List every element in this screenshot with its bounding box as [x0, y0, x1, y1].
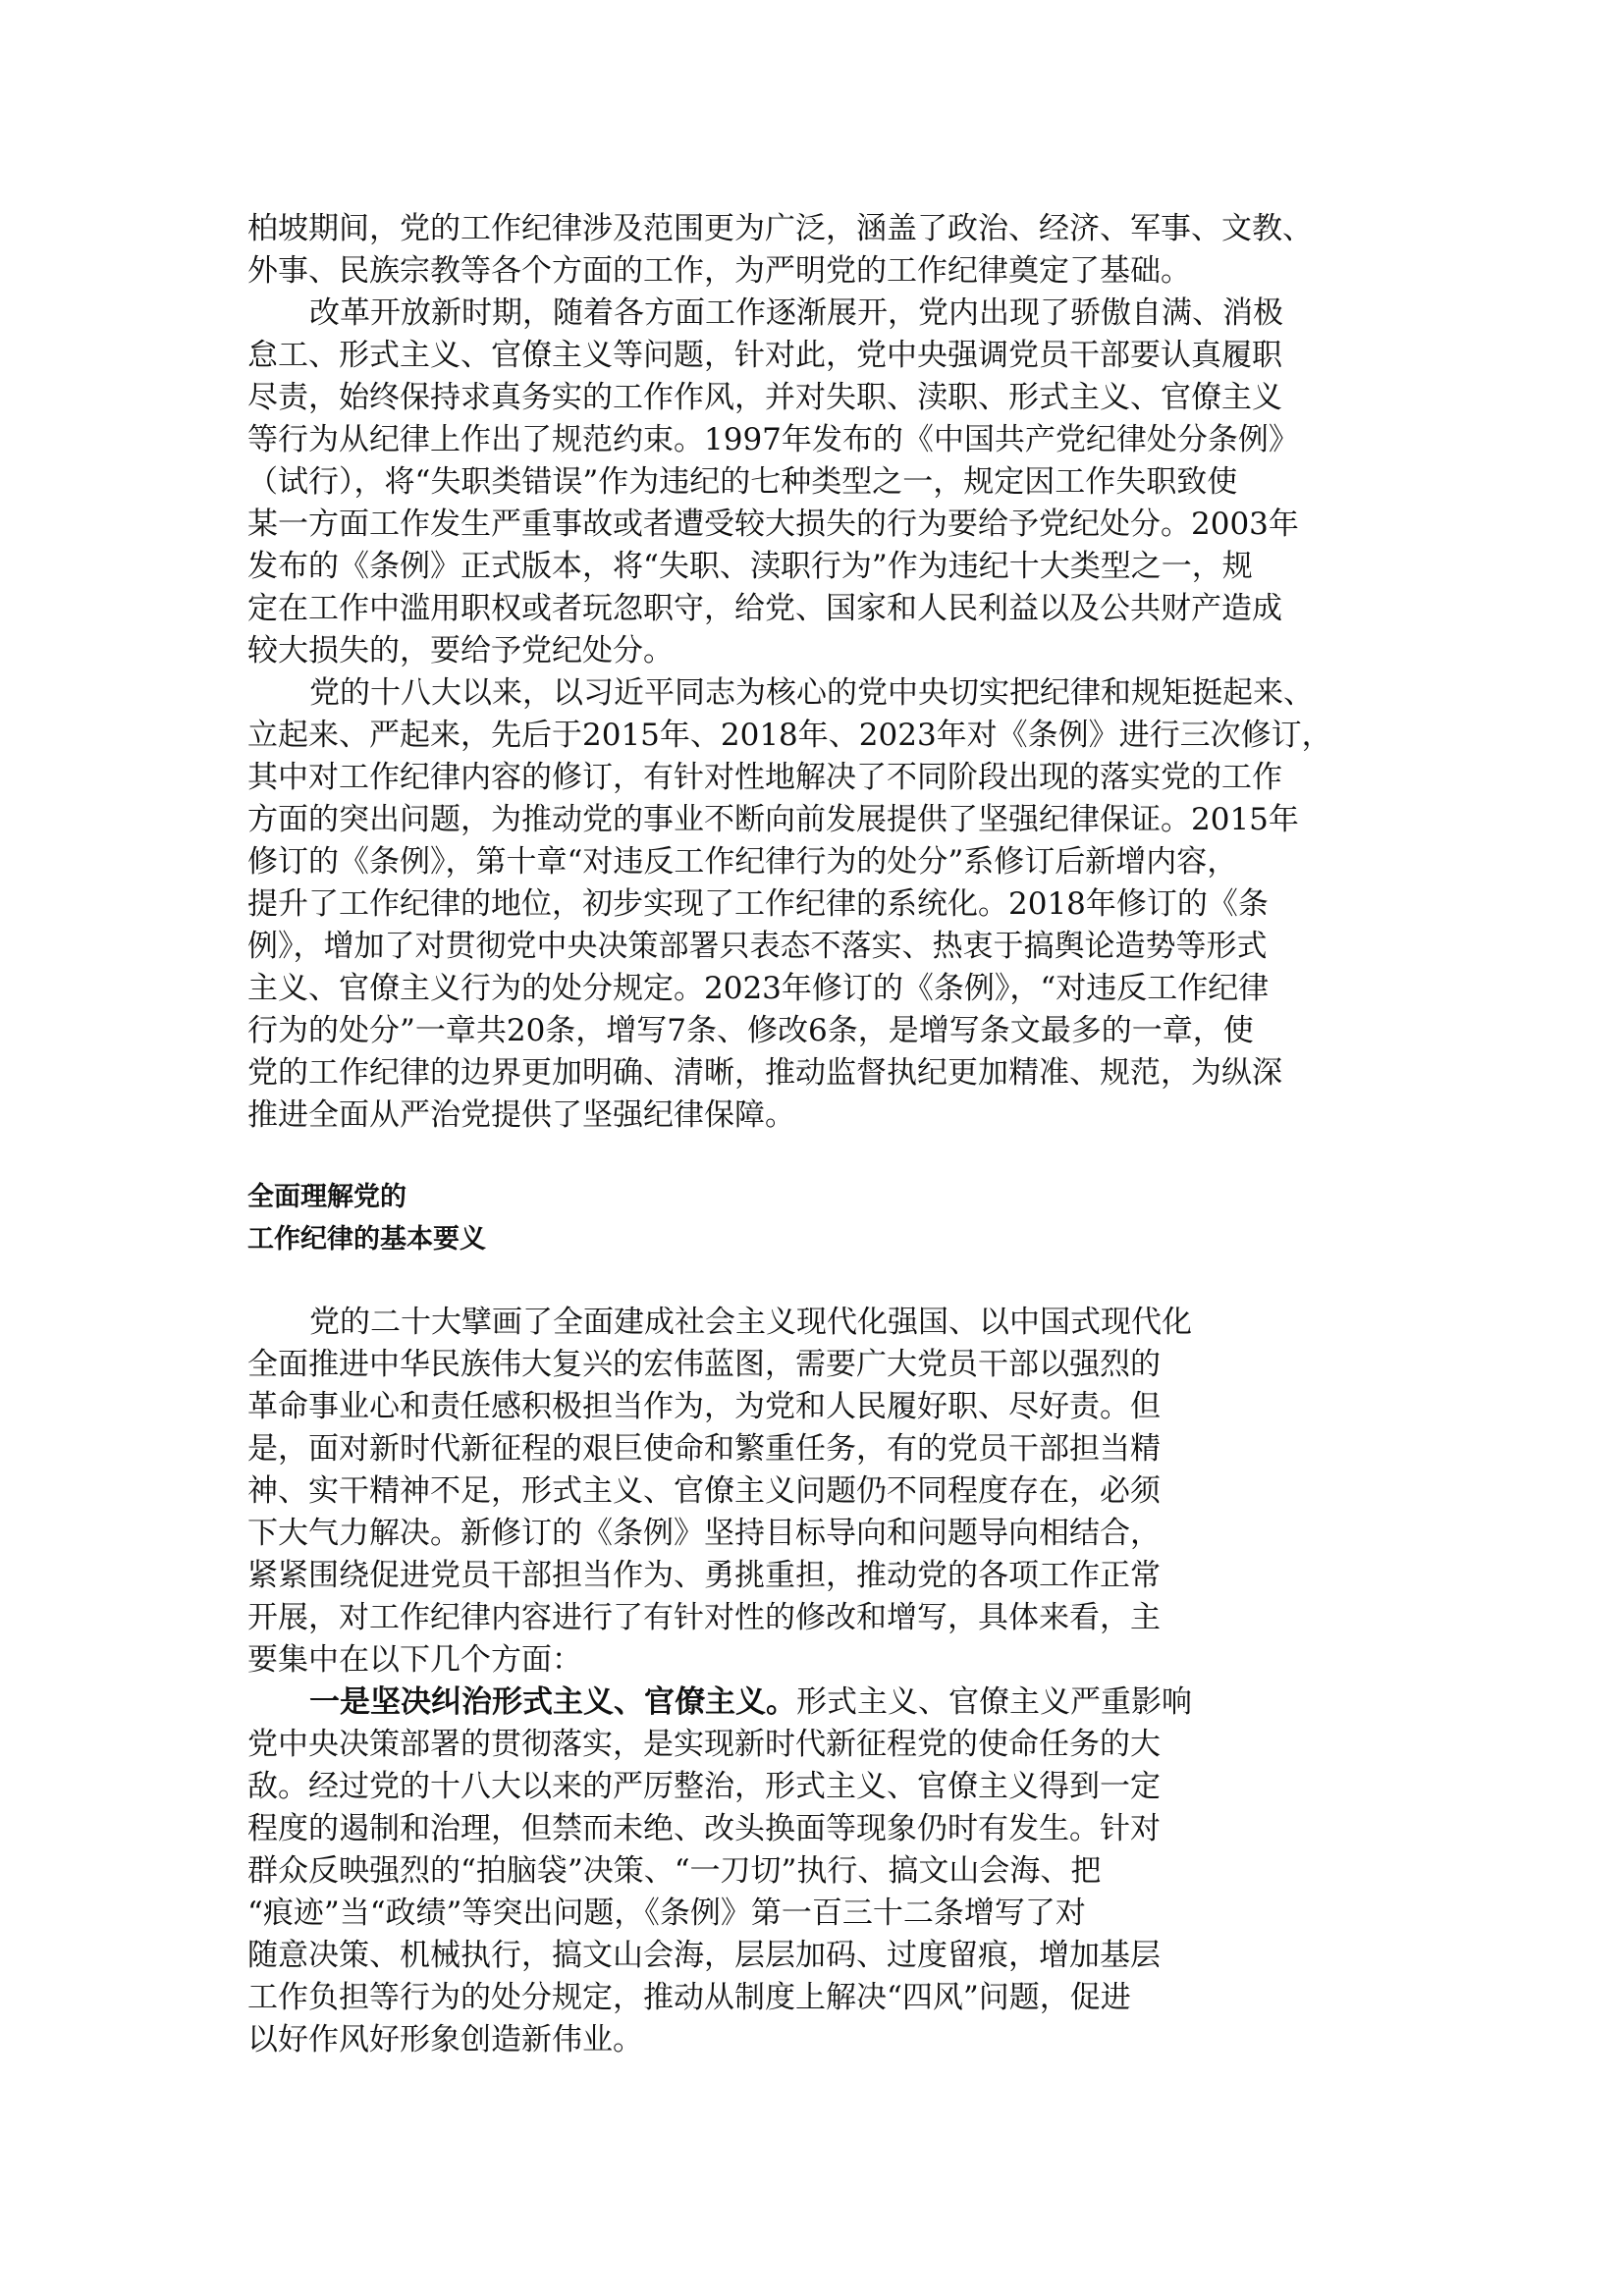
- paragraph-line: 党中央决策部署的贯彻落实，是实现新时代新征程党的使命任务的大: [247, 1727, 1161, 1762]
- point-one-lead: 一是坚决纠治形式主义、官僚主义。: [309, 1684, 796, 1720]
- spacer: [247, 1260, 1386, 1302]
- paragraph-point-one: [247, 1682, 1386, 2061]
- paragraph-line: 方面的突出问题，为推动党的事业不断向前发展提供了坚强纪律保证。2015年: [247, 802, 1299, 837]
- paragraph-line: （试行），将“失职类错误”作为违纪的七种类型之一，规定因工作失职致使: [247, 464, 1238, 500]
- paragraph-line: 群众反映强烈的“拍脑袋”决策、“一刀切”执行、搞文山会海、把: [247, 1853, 1102, 1889]
- paragraph-line: 紧紧围绕促进党员干部担当作为、勇挑重担，推动党的各项工作正常: [247, 1558, 1161, 1593]
- paragraph-line: 定在工作中滥用职权或者玩忽职守，给党、国家和人民利益以及公共财产造成: [247, 591, 1282, 626]
- paragraph: [247, 672, 1386, 1137]
- paragraph-line: 改革开放新时期，随着各方面工作逐渐展开，党内出现了骄傲自满、消极: [309, 295, 1283, 331]
- paragraph-line: 怠工、形式主义、官僚主义等问题，针对此，党中央强调党员干部要认真履职: [247, 338, 1282, 373]
- paragraph-line: 全面推进中华民族伟大复兴的宏伟蓝图，需要广大党员干部以强烈的: [247, 1347, 1161, 1382]
- paragraph-line: 党的十八大以来，以习近平同志为核心的党中央切实把纪律和规矩挺起来、: [309, 675, 1314, 711]
- section-heading: [247, 1176, 1386, 1260]
- paragraph-line: 外事、民族宗教等各个方面的工作，为严明党的工作纪律奠定了基础。: [247, 253, 1191, 289]
- point-one-first-line: 形式主义、官僚主义严重影响: [796, 1684, 1192, 1720]
- section-heading-line-2: 工作纪律的基本要义: [247, 1224, 486, 1255]
- paragraph-line: 神、实干精神不足，形式主义、官僚主义问题仍不同程度存在，必须: [247, 1473, 1161, 1509]
- section-requirements: [247, 1302, 1386, 1682]
- paragraph-line: 例》，增加了对贯彻党中央决策部署只表态不落实、热衷于搞舆论造势等形式: [247, 929, 1268, 964]
- paragraph: [247, 208, 1386, 293]
- paragraph-line: 开展，对工作纪律内容进行了有针对性的修改和增写，具体来看，主: [247, 1600, 1161, 1635]
- paragraph-line: 下大气力解决。新修订的《条例》坚持目标导向和问题导向相结合，: [247, 1516, 1161, 1551]
- paragraph-line: 程度的遏制和治理，但禁而未绝、改头换面等现象仍时有发生。针对: [247, 1811, 1161, 1846]
- paragraph-line: 是，面对新时代新征程的艰巨使命和繁重任务，有的党员干部担当精: [247, 1431, 1161, 1467]
- paragraph-line: 推进全面从严治党提供了坚强纪律保障。: [247, 1097, 795, 1133]
- paragraph-line: 立起来、严起来，先后于2015年、2018年、2023年对《条例》进行三次修订，: [247, 718, 1332, 753]
- section-heading-line-1: 全面理解党的: [247, 1182, 406, 1212]
- paragraph-line: 某一方面工作发生严重事故或者遭受较大损失的行为要给予党纪处分。2003年: [247, 507, 1299, 542]
- paragraph: [247, 1302, 1386, 1682]
- paragraph-line: 较大损失的，要给予党纪处分。: [247, 633, 674, 668]
- section-history: [247, 208, 1386, 1137]
- paragraph-line: 要集中在以下几个方面：: [247, 1642, 582, 1678]
- paragraph-line: 其中对工作纪律内容的修订，有针对性地解决了不同阶段出现的落实党的工作: [247, 760, 1282, 795]
- paragraph-line: 提升了工作纪律的地位，初步实现了工作纪律的系统化。2018年修订的《条: [247, 886, 1269, 922]
- paragraph-line: 敌。经过党的十八大以来的严厉整治，形式主义、官僚主义得到一定: [247, 1769, 1161, 1804]
- paragraph-line: 行为的处分”一章共20条，增写7条、修改6条，是增写条文最多的一章，使: [247, 1013, 1254, 1048]
- paragraph-line: 以好作风好形象创造新伟业。: [247, 2022, 643, 2057]
- paragraph-line: 主义、官僚主义行为的处分规定。2023年修订的《条例》，“对违反工作纪律: [247, 971, 1270, 1006]
- paragraph-line: 党的工作纪律的边界更加明确、清晰，推动监督执纪更加精准、规范，为纵深: [247, 1055, 1282, 1091]
- document-page: [247, 208, 1386, 2061]
- paragraph: [247, 293, 1386, 672]
- paragraph-line: 修订的《条例》，第十章“对违反工作纪律行为的处分”系修订后新增内容，: [247, 844, 1238, 880]
- paragraph-line: 柏坡期间，党的工作纪律涉及范围更为广泛，涵盖了政治、经济、军事、文教、: [247, 211, 1313, 246]
- paragraph-line: [247, 1682, 1386, 1724]
- paragraph-line: 等行为从纪律上作出了规范约束。1997年发布的《中国共产党纪律处分条例》: [247, 422, 1299, 457]
- paragraph-line: 随意决策、机械执行，搞文山会海，层层加码、过度留痕，增加基层: [247, 1938, 1161, 1973]
- spacer: [247, 1137, 1386, 1176]
- paragraph-line: 尽责，始终保持求真务实的工作作风，并对失职、渎职、形式主义、官僚主义: [247, 380, 1282, 415]
- paragraph-line: 工作负担等行为的处分规定，推动从制度上解决“四风”问题，促进: [247, 1980, 1131, 2015]
- paragraph-line: “痕迹”当“政绩”等突出问题，《条例》第一百三十二条增写了对: [247, 1896, 1086, 1931]
- paragraph-line: 发布的《条例》正式版本，将“失职、渎职行为”作为违纪十大类型之一，规: [247, 549, 1253, 584]
- paragraph-line: 革命事业心和责任感积极担当作为，为党和人民履好职、尽好责。但: [247, 1389, 1161, 1424]
- paragraph-line: 党的二十大擘画了全面建成社会主义现代化强国、以中国式现代化: [309, 1305, 1192, 1340]
- point-one-lines: [247, 1724, 1386, 2061]
